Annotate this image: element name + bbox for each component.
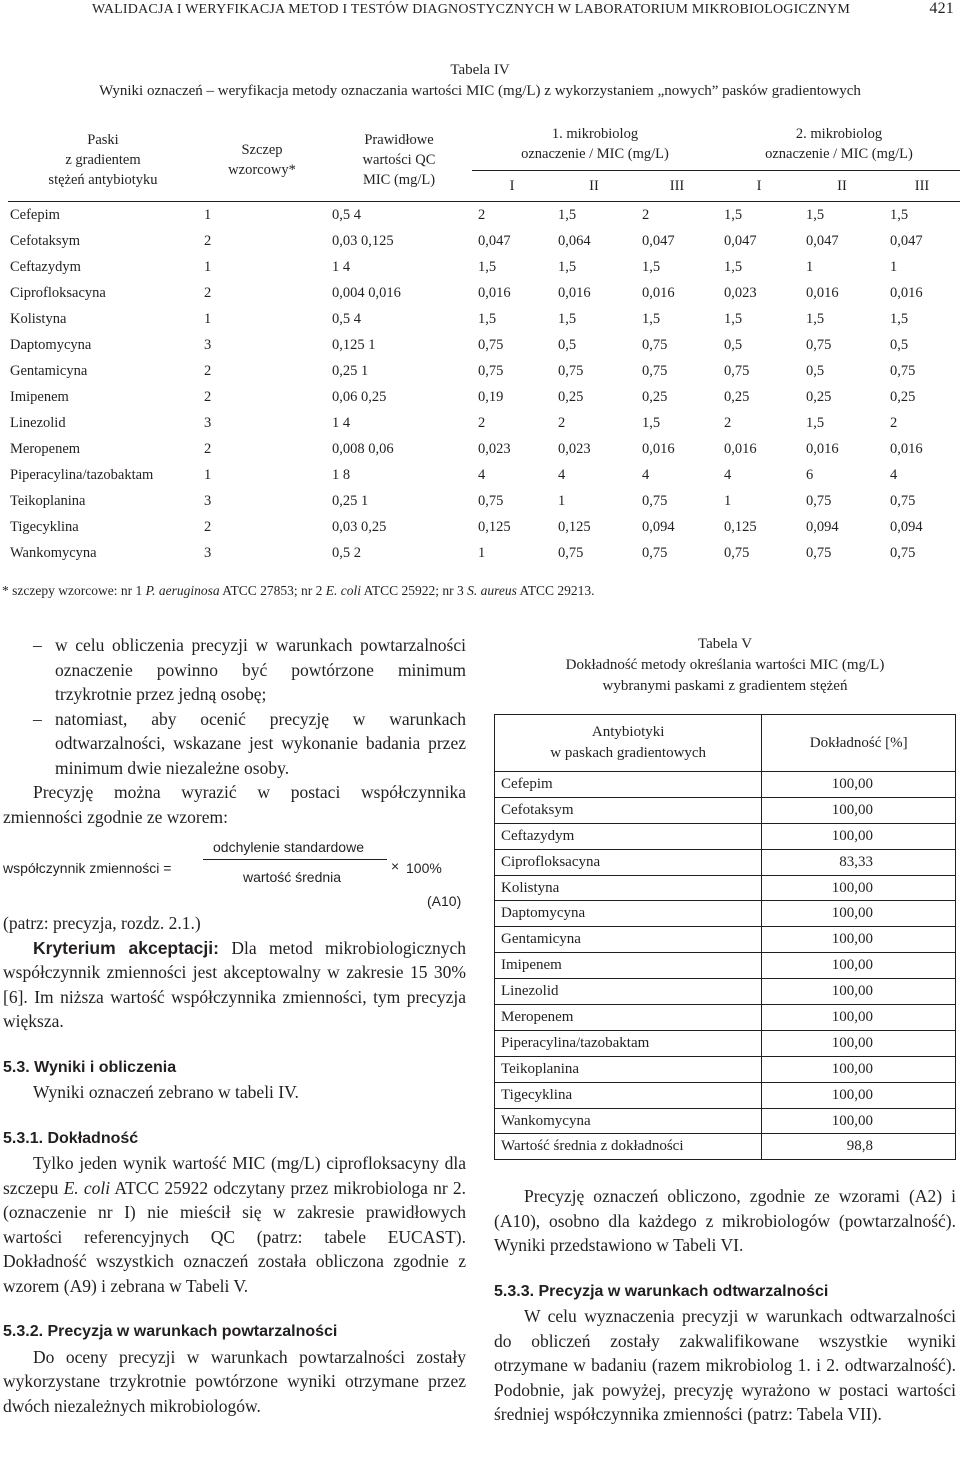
antibiotic-name: Linezolid <box>495 979 762 1005</box>
accuracy-value: 100,00 <box>762 1108 956 1134</box>
t4-body <box>8 202 960 567</box>
table-cell: 0,5 4 <box>332 310 361 327</box>
table-row <box>8 384 960 410</box>
table-cell: 0,06 0,25 <box>332 388 387 405</box>
antibiotic-name: Cefepim <box>495 772 762 798</box>
table-cell: 0,004 0,016 <box>332 284 401 301</box>
table-cell: 4 <box>724 466 732 483</box>
table-cell: 1 <box>204 466 212 483</box>
antibiotic-name: Gentamicyna <box>10 362 88 379</box>
table-cell: 0,75 <box>724 362 750 379</box>
table-cell: 0,25 <box>642 388 668 405</box>
table-cell: 2 <box>558 414 566 431</box>
table-cell: 0,75 <box>806 336 832 353</box>
antibiotic-name: Linezolid <box>10 414 66 431</box>
table-row <box>495 1056 956 1082</box>
t4-header-microbiologist-1: 1. mikrobiolog oznaczenie / MIC (mg/L) <box>472 118 718 171</box>
table-cell: 0,125 <box>478 518 511 535</box>
table5-caption: Tabela V Dokładność metody określania wartości MIC (mg/L) wybranymi paskami z gradientem stężeń <box>494 634 956 697</box>
table-cell: 0,094 <box>806 518 839 535</box>
accuracy-value: 100,00 <box>762 901 956 927</box>
table-cell: 1 <box>204 310 212 327</box>
table-row <box>495 823 956 849</box>
accuracy-value: 100,00 <box>762 772 956 798</box>
table4 <box>8 118 960 566</box>
fraction-bar <box>203 859 387 860</box>
t5-header-accuracy: Dokładność [%] <box>762 715 956 772</box>
table-row <box>495 1005 956 1031</box>
table-cell: 1,5 <box>806 310 825 327</box>
table4-title: Wyniki oznaczeń – weryfikacja metody oznaczania wartości MIC (mg/L) z wykorzystaniem „nowych” pasków gradientowych <box>99 83 861 99</box>
table-cell: 4 <box>890 466 898 483</box>
table5 <box>494 714 956 1160</box>
antibiotic-name: Ciprofloksacyna <box>495 849 762 875</box>
table-cell: 0,5 <box>724 336 743 353</box>
table-cell: 0,25 1 <box>332 492 369 509</box>
accuracy-value: 100,00 <box>762 1030 956 1056</box>
table-cell: 0,75 <box>806 492 832 509</box>
antibiotic-name: Tigecyklina <box>10 518 79 535</box>
table-cell: 1 <box>724 492 732 509</box>
table-cell: 0,016 <box>724 440 757 457</box>
table-cell: 1,5 <box>806 414 825 431</box>
t4-sub-header: II <box>589 178 599 194</box>
table-cell: 0,75 <box>642 544 668 561</box>
table-cell: 0,75 <box>890 492 916 509</box>
t4-header-microbiologist-2: 2. mikrobiolog oznaczenie / MIC (mg/L) <box>718 118 960 171</box>
table-cell: 1,5 <box>478 310 497 327</box>
table-cell: 1,5 <box>806 206 825 223</box>
antibiotic-name: Piperacylina/tazobaktam <box>495 1030 762 1056</box>
bullet-item: – natomiast, aby ocenić precyzję w warunkach odtwarzalności, wskazane jest wykonanie badania przez minimum dwie niezależne osoby. <box>33 708 466 778</box>
table-cell: 1,5 <box>642 258 661 275</box>
table-row <box>495 901 956 927</box>
table-cell: 1 4 <box>332 258 351 275</box>
table-cell: 6 <box>806 466 814 483</box>
table-cell: 0,023 <box>478 440 511 457</box>
table-cell: 0,19 <box>478 388 504 405</box>
table-cell: 0,016 <box>890 440 923 457</box>
table-cell: 0,016 <box>890 284 923 301</box>
antibiotic-name: Ceftazydym <box>495 823 762 849</box>
running-title: WALIDACJA I WERYFIKACJA METOD I TESTÓW DIAGNOSTYCZNYCH W LABORATORIUM MIKROBIOLOGICZNYM <box>92 2 850 17</box>
table-cell: 0,016 <box>806 440 839 457</box>
formula-denominator: wartość średnia <box>243 869 342 885</box>
section-heading-5-3-3: 5.3.3. Precyzja w warunkach odtwarzalności <box>494 1282 829 1300</box>
t4-header-qc: Prawidłowe wartości QC MIC (mg/L) <box>362 131 436 188</box>
table-cell: 1,5 <box>558 206 577 223</box>
table-cell: 0,75 <box>478 492 504 509</box>
table-cell: 1,5 <box>478 258 497 275</box>
paragraph: W celu wyznaczenia precyzji w warunkach odtwarzalności do obliczeń zostały zakwalifikowane wszystkie wyniki otrzymane w badaniu (razem mikrobiolog 1. i 2. odtwarzalność). Podobnie, jak powyżej, precyzję wyrażono w postaci wartości średniej współczynnika zmienności (patrz: Tabela VII). <box>494 1306 956 1424</box>
table-cell: 1 <box>204 258 212 275</box>
table-cell: 0,016 <box>806 284 839 301</box>
table-cell: 2 <box>478 206 486 223</box>
table-cell: 0,023 <box>558 440 591 457</box>
table-cell: 1 <box>890 258 898 275</box>
table-cell: 1,5 <box>558 310 577 327</box>
table-cell: 0,094 <box>642 518 675 535</box>
t4-header-strain: Szczep wzorcowy* <box>228 141 296 178</box>
table-cell: 2 <box>890 414 898 431</box>
table-row <box>8 462 960 488</box>
antibiotic-name: Tigecyklina <box>495 1082 762 1108</box>
table4-label: Tabela IV <box>450 62 510 78</box>
accuracy-value: 100,00 <box>762 979 956 1005</box>
table-cell: 2 <box>204 362 212 379</box>
table-cell: 0,25 <box>724 388 750 405</box>
table-row <box>8 254 960 280</box>
antibiotic-name: Wankomycyna <box>495 1108 762 1134</box>
table-cell: 0,047 <box>806 232 839 249</box>
accuracy-value: 100,00 <box>762 1056 956 1082</box>
table-row <box>495 1082 956 1108</box>
table-cell: 0,125 <box>724 518 757 535</box>
table-row <box>8 280 960 306</box>
formula-percent: 100% <box>406 860 442 876</box>
antibiotic-name: Piperacylina/tazobaktam <box>10 466 154 483</box>
table-cell: 2 <box>204 284 212 301</box>
antibiotic-name: Imipenem <box>10 388 69 405</box>
table-cell: 0,75 <box>558 544 584 561</box>
table-row <box>495 927 956 953</box>
table-cell: 1 <box>806 258 814 275</box>
table-cell: 0,5 <box>890 336 909 353</box>
t4-sub-header: II <box>837 178 847 194</box>
table-cell: 0,25 1 <box>332 362 369 379</box>
table-cell: 3 <box>204 492 212 509</box>
table-cell: 1 <box>478 544 486 561</box>
table-cell: 0,047 <box>478 232 511 249</box>
table-row <box>8 358 960 384</box>
table-cell: 0,5 <box>806 362 825 379</box>
paragraph: Precyzję oznaczeń obliczono, zgodnie ze wzorami (A2) i (A10), osobno dla każdego z mikrobiologów (powtarzalność). Wyniki przedstawiono w Tabeli VI. <box>494 1186 956 1255</box>
table4-footnote: * szczepy wzorcowe: nr 1 P. aeruginosa ATCC 27853; nr 2 E. coli ATCC 25922; nr 3 S. aureus ATCC 29213. <box>2 583 595 598</box>
paragraph: Do oceny precyzji w warunkach powtarzalności zostały wykorzystane trzykrotnie powtórzone wyniki otrzymane przez dwóch niezależnych mikrobiologów. <box>3 1346 466 1416</box>
table-cell: 1 <box>204 206 212 223</box>
table-cell: 1,5 <box>642 310 661 327</box>
table-cell: 0,03 0,25 <box>332 518 387 535</box>
t4-sub-header: III <box>669 178 685 194</box>
t4-sub-header: I <box>756 178 762 194</box>
table-cell: 2 <box>204 232 212 249</box>
accuracy-value: 100,00 <box>762 1082 956 1108</box>
t4-sub-header: III <box>914 178 930 194</box>
accuracy-value: 100,00 <box>762 953 956 979</box>
table-cell: 0,094 <box>890 518 923 535</box>
table-cell: 2 <box>204 518 212 535</box>
table-cell: 0,25 <box>806 388 832 405</box>
table-cell: 0,75 <box>478 336 504 353</box>
t4-sub-header: I <box>509 178 515 194</box>
table-cell: 0,5 4 <box>332 206 361 223</box>
table-cell: 0,25 <box>890 388 916 405</box>
table-cell: 0,25 <box>558 388 584 405</box>
right-column <box>494 1184 956 1427</box>
antibiotic-name: Imipenem <box>495 953 762 979</box>
accuracy-value: 100,00 <box>762 927 956 953</box>
table-cell: 1,5 <box>724 258 743 275</box>
table-cell: 0,016 <box>642 440 675 457</box>
table-cell: 4 <box>642 466 650 483</box>
table-cell: 2 <box>204 440 212 457</box>
antibiotic-name: Daptomycyna <box>10 336 92 353</box>
antibiotic-name: Meropenem <box>10 440 81 457</box>
antibiotic-name: Wankomycyna <box>10 544 97 561</box>
accuracy-value: 100,00 <box>762 1005 956 1031</box>
table-cell: 2 <box>642 206 650 223</box>
table-row <box>8 514 960 540</box>
table-cell: 0,75 <box>806 544 832 561</box>
paragraph: Wyniki oznaczeń zebrano w tabeli IV. <box>33 1082 299 1102</box>
t5-header-antibiotics: Antybiotyki w paskach gradientowych <box>495 715 762 772</box>
table-cell: 0,008 0,06 <box>332 440 394 457</box>
table-row <box>495 979 956 1005</box>
table-cell: 4 <box>558 466 566 483</box>
table-cell: 1 4 <box>332 414 351 431</box>
formula-lhs: współczynnik zmienności = <box>3 860 172 876</box>
t5-body <box>495 772 956 1160</box>
table-row <box>8 332 960 358</box>
antibiotic-name: Daptomycyna <box>495 901 762 927</box>
formula-reference: (A10) <box>427 893 462 909</box>
antibiotic-name: Ceftazydym <box>10 258 81 275</box>
table-cell: 0,75 <box>558 362 584 379</box>
table-cell: 2 <box>204 388 212 405</box>
accuracy-value: 100,00 <box>762 823 956 849</box>
antibiotic-name: Ciprofloksacyna <box>10 284 106 301</box>
table-cell: 1 <box>558 492 566 509</box>
table-row <box>495 1108 956 1134</box>
table-cell: 0,75 <box>642 362 668 379</box>
table-row <box>8 202 960 229</box>
table-cell: 0,75 <box>724 544 750 561</box>
antibiotic-name: Cefepim <box>10 206 60 223</box>
table-cell: 0,75 <box>478 362 504 379</box>
table-cell: 0,5 2 <box>332 544 361 561</box>
table-cell: 1 8 <box>332 466 351 483</box>
paragraph: Tylko jeden wynik wartość MIC (mg/L) ciprofloksacyny dla szczepu E. coli ATCC 25922 odczytany przez mikrobiologa nr 2. (oznaczenie nr I) nie mieścił się w zakresie prawidłowych wartości referencyjnych QC (patrz: tabele EUCAST). Dokładność wszystkich oznaczeń została obliczona zgodnie z wzorem (A9) i zebrana w Tabeli V. <box>3 1153 466 1296</box>
table-cell: 1,5 <box>724 310 743 327</box>
antibiotic-name: Cefotaksym <box>10 232 81 249</box>
table-cell: 0,047 <box>642 232 675 249</box>
table-cell: 0,03 0,125 <box>332 232 394 249</box>
antibiotic-name: Kolistyna <box>495 875 762 901</box>
table-row <box>495 849 956 875</box>
accuracy-value: 100,00 <box>762 797 956 823</box>
table4-caption <box>0 60 960 102</box>
table-row <box>8 228 960 254</box>
antibiotic-name: Kolistyna <box>10 310 67 327</box>
accuracy-value: 98,8 <box>762 1134 956 1160</box>
table-cell: 1,5 <box>890 206 909 223</box>
paragraph: Precyzję można wyrazić w postaci współczynnika zmienności zgodnie ze wzorem: <box>3 782 466 827</box>
paragraph: (patrz: precyzja, rozdz. 2.1.) <box>3 913 201 933</box>
antibiotic-name: Wartość średnia z dokładności <box>495 1134 762 1160</box>
table-cell: 1,5 <box>890 310 909 327</box>
table-cell: 1,5 <box>642 414 661 431</box>
table-row <box>8 488 960 514</box>
table-row <box>8 436 960 462</box>
table-cell: 4 <box>478 466 486 483</box>
antibiotic-name: Teikoplanina <box>495 1056 762 1082</box>
running-header <box>0 0 960 24</box>
table-row <box>495 797 956 823</box>
antibiotic-name: Gentamicyna <box>495 927 762 953</box>
table-cell: 1,5 <box>724 206 743 223</box>
antibiotic-name: Meropenem <box>495 1005 762 1031</box>
bullet-item: – w celu obliczenia precyzji w warunkach powtarzalności oznaczenie powinno być powtórzone minimum trzykrotnie przez jedną osobę; <box>33 635 466 704</box>
table-cell: 0,016 <box>558 284 591 301</box>
table-cell: 0,016 <box>642 284 675 301</box>
table-cell: 0,047 <box>890 232 923 249</box>
acceptance-criterion: Kryterium akceptacji: Dla metod mikrobiologicznych współczynnik zmienności jest akceptowalny w zakresie 15 30% [6]. Im niższa wartość współczynnika zmienności, tym precyzja większa. <box>3 937 466 1031</box>
table-cell: 0,064 <box>558 232 591 249</box>
section-heading-5-3-1: 5.3.1. Dokładność <box>3 1129 139 1147</box>
table5-label: Tabela V <box>697 636 753 652</box>
table-cell: 0,75 <box>890 362 916 379</box>
table-row <box>495 1030 956 1056</box>
table-cell: 2 <box>724 414 732 431</box>
antibiotic-name: Teikoplanina <box>10 492 86 509</box>
table-row <box>495 772 956 798</box>
table-cell: 2 <box>478 414 486 431</box>
table-row <box>8 306 960 332</box>
table-row <box>495 875 956 901</box>
formula-numerator: odchylenie standardowe <box>213 839 364 855</box>
section-heading-5-3: 5.3. Wyniki i obliczenia <box>3 1058 177 1076</box>
table-row <box>495 1134 956 1160</box>
table-cell: 0,023 <box>724 284 757 301</box>
section-heading-5-3-2: 5.3.2. Precyzja w warunkach powtarzalności <box>3 1323 338 1340</box>
t4-header-strips: Paski z gradientem stężeń antybiotyku <box>48 131 158 188</box>
antibiotic-name: Cefotaksym <box>495 797 762 823</box>
table-cell: 1,5 <box>558 258 577 275</box>
table-row <box>8 410 960 436</box>
accuracy-value: 100,00 <box>762 875 956 901</box>
table-cell: 0,75 <box>642 336 668 353</box>
accuracy-value: 83,33 <box>762 849 956 875</box>
table-cell: 3 <box>204 414 212 431</box>
left-column <box>3 633 466 1418</box>
table-cell: 0,047 <box>724 232 757 249</box>
table-cell: 0,75 <box>890 544 916 561</box>
table-cell: 0,5 <box>558 336 577 353</box>
table-cell: 0,016 <box>478 284 511 301</box>
times-sign: × <box>391 858 400 874</box>
table-cell: 3 <box>204 544 212 561</box>
table-cell: 3 <box>204 336 212 353</box>
formula-a10 <box>3 829 466 911</box>
table-cell: 0,75 <box>642 492 668 509</box>
page-number: 421 <box>929 0 954 17</box>
table-cell: 0,125 <box>558 518 591 535</box>
table-cell: 0,125 1 <box>332 336 376 353</box>
table-row <box>495 953 956 979</box>
table-row <box>8 540 960 566</box>
